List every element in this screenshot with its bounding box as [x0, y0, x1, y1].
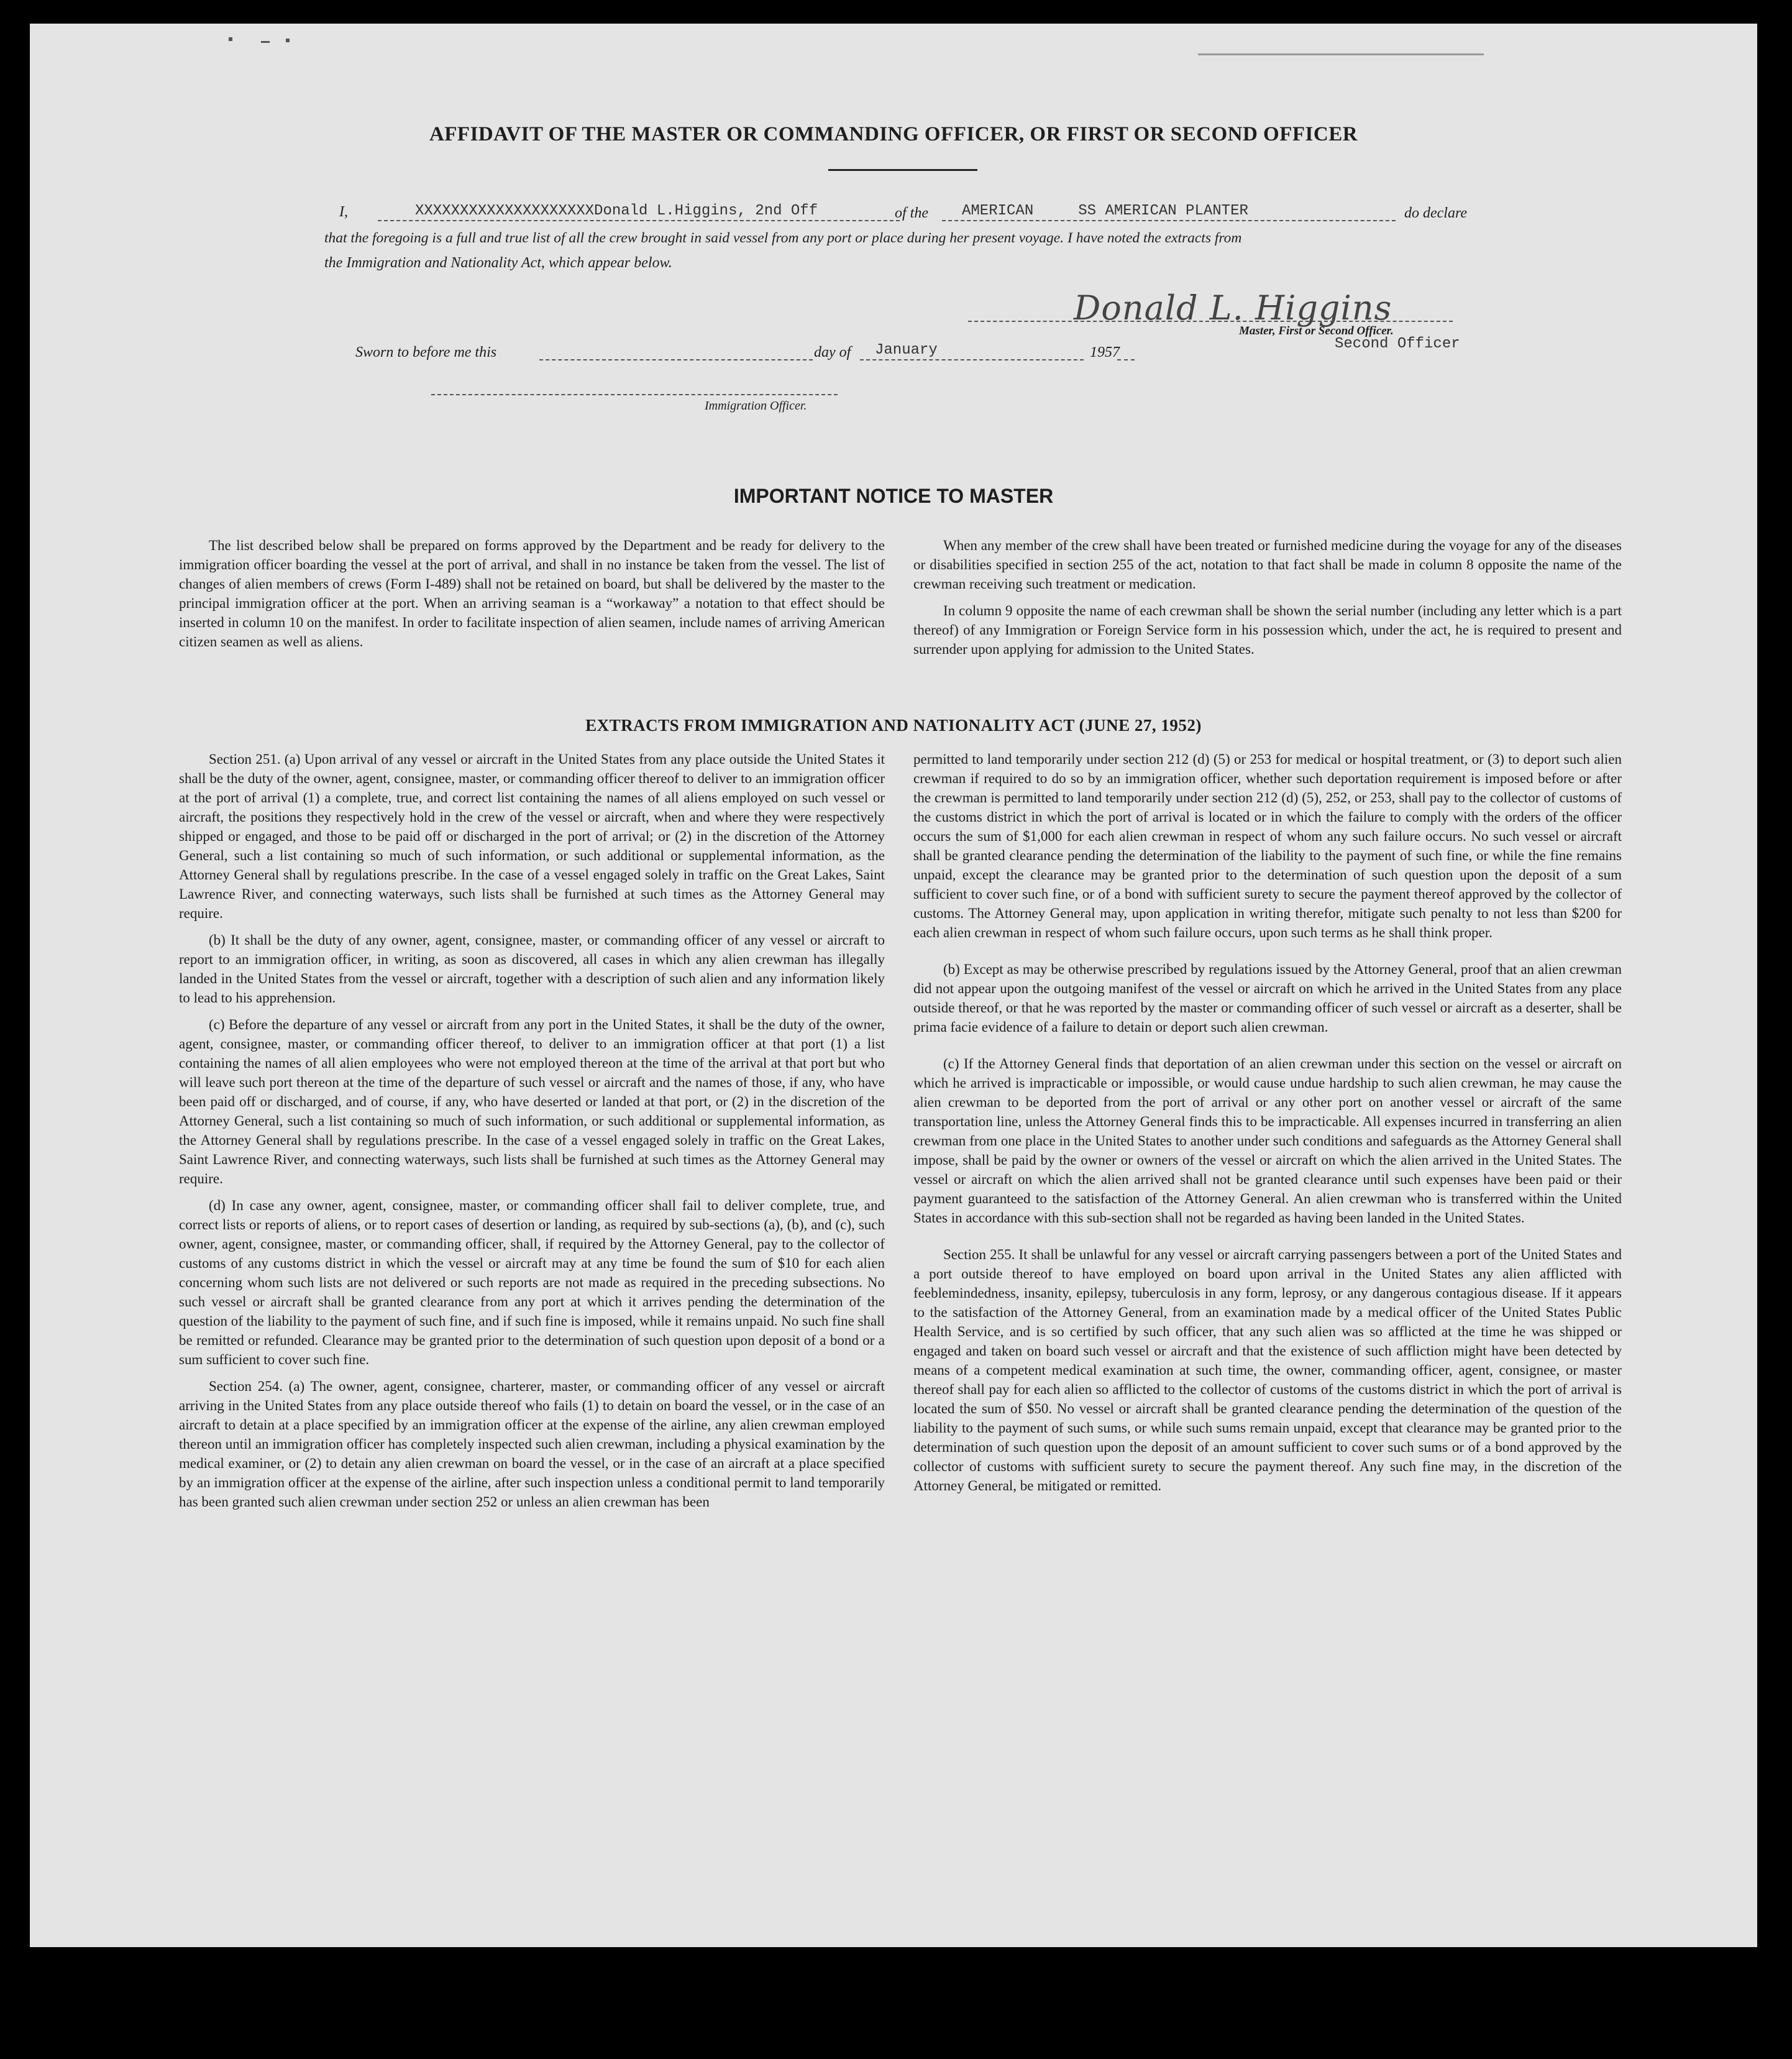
month-line	[860, 359, 1084, 360]
scan-speck	[229, 37, 232, 41]
scan-speck	[286, 39, 290, 42]
i-label: I,	[339, 204, 348, 220]
sworn-label: Sworn to before me this	[355, 344, 497, 360]
vessel-line	[942, 220, 1396, 221]
scan-edge-mark	[1198, 53, 1484, 55]
act-section-255: Section 255. It shall be unlawful for any vessel or aircraft carrying passengers between a port of the United States and a port outside thereof to have employed on board upon arrival in the United States any alien afflicted with feeblemindedness, insanity, epilepsy, tuberculosis in any form, leprosy, or any dangerous contagious disease. If it appears to the satisfaction of the Attorney General, from an examination made by a medical officer of the United States Public Health Service, and is so certified by such officer, that any such alien was so afflicted at the time he was shipped or engaged and taken on board such vessel or aircraft and that the existence of such affliction might have been detected by means of a competent medical examination at such time, the owner, commanding officer, agent, consignee, or master thereof shall pay for each alien so afflicted to the collector of customs of the customs district in which the port of arrival is located the sum of $50. No vessel or aircraft shall be granted clearance pending the determination of the question of the liability to the payment of such sums, or while such sums remain unpaid, except that clearance may be granted prior to the determination of such question upon the deposit of an amount sufficient to cover such sums or of a bond approved by the collector of customs with sufficient surety to secure the payment thereof. Any such fine may, in the discretion of the Attorney General, be mitigated or remitted.	[913, 1247, 1622, 1493]
notice-paragraph: The list described below shall be prepared on forms approved by the Department and be ready for delivery to the immigration officer boarding the vessel at the port of arrival, and shall in no instance be taken from the vessel. The list of changes of alien members of crews (Form I-489) shall not be retained on board, but shall be delivered by the master to the principal immigration officer at the port. When an arriving seaman is a “workaway” a notation to that effect should be inserted in column 10 on the manifest. In order to facilitate inspection of alien seamen, include names of arriving American citizen seamen as well as aliens.	[179, 538, 885, 649]
declaration-line-1: that the foregoing is a full and true list of all the crew brought in said vessel from any port or place during her present voyage. I have noted the extracts from	[324, 230, 1242, 246]
act-section-251a: Section 251. (a) Upon arrival of any vessel or aircraft in the United States from any place outside the United States it shall be the duty of the owner, agent, consignee, master, or commanding officer thereof to deliver to an immigration officer at the port of arrival (1) a complete, true, and correct list containing the names of all aliens employed on such vessel or aircraft, the positions they respectively hold in the crew of the vessel or aircraft, when and where they were respectively shipped or engaged, and those to be paid off or discharged in the port of arrival; or (2) in the discretion of the Attorney General, such a list containing so much of such information, or such additional or supplemental information, as the Attorney General shall by regulations prescribe. In the case of a vessel engaged solely in traffic on the Great Lakes, Saint Lawrence River, and connecting waterways, such lists shall be furnished at such times as the Attorney General may require.	[179, 751, 885, 921]
sworn-day-line	[539, 359, 813, 360]
officer-caption: Immigration Officer.	[705, 399, 807, 413]
act-section-254a-continued: permitted to land temporarily under section 212 (d) (5) or 253 for medical or hospital treatment, or (3) to deport such alien crewman if required to do so by an immigration officer, whether such deportation requirement is imposed before or after the crewman is permitted to land temporarily under section 212 (d) (5), 252, or 253, shall pay to the collector of customs of the customs district in which the port of arrival is located or in which the failure to comply with the orders of the officer occurs the sum of $1,000 for each alien crewman in respect of whom any such failure occurs. No such vessel or aircraft shall be granted clearance pending the determination of the liability to the payment of such fine, or while the fine remains unpaid, except the clearance may be granted prior to the determination of such question upon the deposit of a sum sufficient to cover such fine, or of a bond with sufficient surety to secure the payment thereof approved by the collector of customs. The Attorney General may, upon application in writing therefor, mitigate such penalty to not less than $200 for each alien crewman in respect of whom such failure occurs, upon such terms as he shall think proper.	[913, 751, 1622, 940]
title-rule	[828, 169, 977, 171]
notice-paragraph: In column 9 opposite the name of each crewman shall be shown the serial number (including any letter which is a part thereof) of any Immigration or Foreign Service form in his possession which, under the act, he is required to present and surrender upon applying for admission to the United States.	[913, 603, 1622, 657]
extracts-right-column	[913, 750, 1622, 1503]
notice-paragraph: When any member of the crew shall have been treated or furnished medicine during the voyage for any of the diseases or disabilities specified in section 255 of the act, notation to that fact shall be made in column 8 opposite the name of the crewman receiving such treatment or medication.	[913, 538, 1622, 592]
name-fill: XXXXXXXXXXXXXXXXXXXXDonald L.Higgins, 2nd Off	[415, 203, 818, 219]
extracts-left-column	[179, 750, 885, 1519]
act-section-251d: (d) In case any owner, agent, consignee, master, or commanding officer shall fail to deliver complete, true, and correct lists or reports of aliens, or to report cases of desertion or landing, as required by sub-sections (a), (b), and (c), such owner, agent, consignee, master, or commanding officer, shall, if required by the Attorney General, pay to the collector of customs of any customs district in which the vessel or aircraft may at any time be found the sum of $10 for each alien concerning whom such lists are not delivered or such reports are not made as required in the preceding subsections. No such vessel or aircraft shall be granted clearance from any port at which it arrives pending the determination of the question of the liability to the payment of such fine, and if such fine is imposed, while it remains unpaid. No such fine shall be remitted or refunded. Clearance may be granted prior to the determination of such question upon deposit of a bond or a sum sufficient to cover such fine.	[179, 1198, 885, 1367]
signer-typed-title: Second Officer	[1335, 336, 1460, 352]
of-the-label: of the	[895, 205, 928, 221]
notice-title: IMPORTANT NOTICE TO MASTER	[733, 485, 1054, 507]
signature-line	[968, 321, 1453, 322]
vessel-fill: AMERICAN SS AMERICAN PLANTER	[962, 203, 1248, 219]
year-label: 1957	[1090, 344, 1120, 360]
signer-caption: Master, First or Second Officer.	[1239, 324, 1394, 337]
act-section-254b: (b) Except as may be otherwise prescribed by regulations issued by the Attorney General, proof that an alien crewman did not appear upon the outgoing manifest of the vessel or aircraft on which he arrived in the United States from any place outside thereof, or that he was reported by the master or commanding officer of such vessel or aircraft as a deserter, shall be prima facie evidence of a failure to detain or deport such alien crewman.	[913, 961, 1622, 1035]
scan-speck	[261, 41, 270, 43]
officer-signature-line	[431, 394, 838, 395]
act-section-254c: (c) If the Attorney General finds that deportation of an alien crewman under this section on the vessel or aircraft on which he arrived is impracticable or impossible, or would cause undue hardship to such alien crewman, he may cause the alien crewman to be deported from the port of arrival or any other port on another vessel or aircraft of the same transportation line, unless the Attorney General finds this to be impracticable. All expenses incurred in transferring an alien crewman from one place in the United States to another under such conditions and safeguards as the Attorney General shall impose, shall be paid by the owner or owners of the vessel or aircraft on which the alien arrived in the United States. The vessel or aircraft on which the alien arrived shall not be granted clearance until such expenses have been paid or their payment guaranteed to the satisfaction of the Attorney General. An alien crewman who is transferred within the United States in accordance with this sub-section shall not be regarded as having been landed in the United States.	[913, 1056, 1622, 1226]
notice-right-column	[913, 536, 1622, 666]
master-signature: Donald L. Higgins	[1074, 288, 1392, 328]
act-section-251b: (b) It shall be the duty of any owner, agent, consignee, master, or commanding officer of any vessel or aircraft to report to an immigration officer, in writing, as soon as discovered, all cases in which any alien crewman has illegally landed in the United States from the vessel or aircraft, together with a description of such alien and any information likely to lead to his apprehension.	[179, 932, 885, 1006]
act-section-254a: Section 254. (a) The owner, agent, consignee, charterer, master, or commanding officer of any vessel or aircraft arriving in the United States from any place outside thereof who fails (1) to detain on board the vessel, or in the case of an aircraft to detain at a place specified by an immigration officer at the expense of the airline, any alien crewman employed thereon until an immigration officer has completely inspected such alien crewman, including a physical examination by the medical examiner, or (2) to detain any alien crewman on board the vessel, or in the case of an aircraft at a place specified by an immigration officer at the expense of the airline, after such inspection unless a conditional permit to land temporarily has been granted such alien crewman under section 252 or unless an alien crewman has been	[179, 1378, 885, 1510]
notice-left-column	[179, 536, 885, 659]
act-section-251c: (c) Before the departure of any vessel or aircraft from any port in the United States, it shall be the duty of the owner, agent, consignee, master, or commanding officer thereof, to deliver to an immigration officer at that port (1) a list containing the names of all alien employees who were not employed thereon at the time of the arrival at that port but who will leave such port thereon at the time of the departure of such vessel or aircraft and the names of those, if any, who have been paid off or discharged, and of course, if any, who have deserted or landed at that port, or (2) in the discretion of the Attorney General, such a list containing so much of such information, or such additional or supplemental information, as the Attorney General shall by regulations prescribe. In the case of a vessel engaged solely in traffic on the Great Lakes, Saint Lawrence River, and connecting waterways, such lists shall be furnished at such times as the Attorney General may require.	[179, 1017, 885, 1186]
document-page	[30, 24, 1757, 1947]
month-fill: January	[875, 342, 938, 359]
do-declare-label: do declare	[1404, 205, 1468, 221]
name-line	[378, 220, 900, 221]
year-line	[1117, 359, 1135, 360]
day-of-label: day of	[814, 344, 851, 360]
affidavit-title: AFFIDAVIT OF THE MASTER OR COMMANDING OFFICER, OR FIRST OR SECOND OFFICER	[429, 123, 1358, 145]
declaration-line-2: the Immigration and Nationality Act, which appear below.	[324, 255, 672, 271]
extracts-title: EXTRACTS FROM IMMIGRATION AND NATIONALITY ACT (JUNE 27, 1952)	[585, 716, 1202, 735]
